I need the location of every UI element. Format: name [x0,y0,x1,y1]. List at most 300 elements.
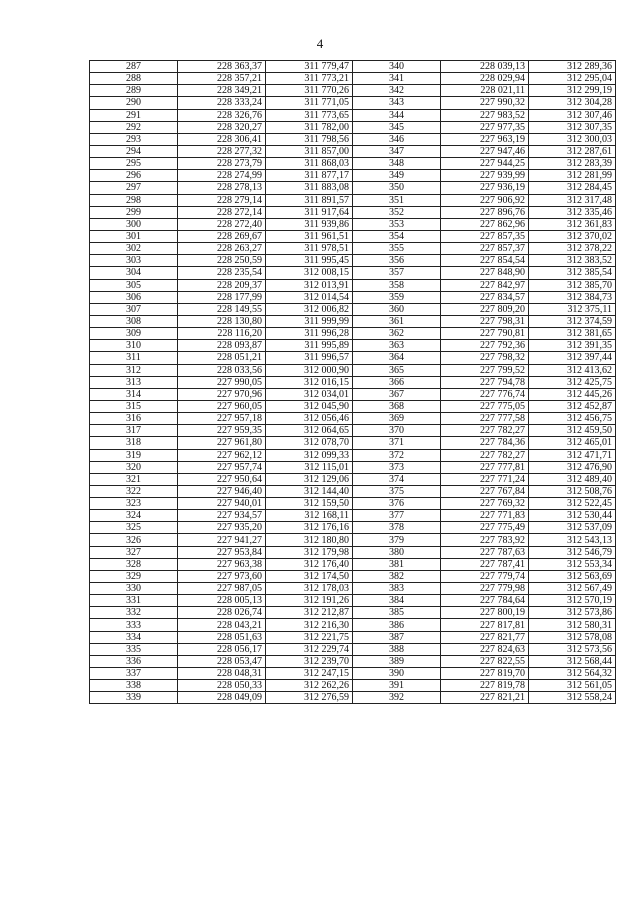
point-number-right-cell: 391 [353,680,441,692]
y-coordinate-right-cell: 312 384,73 [529,291,616,303]
y-coordinate-right-cell: 312 284,45 [529,182,616,194]
point-number-left-cell: 303 [90,255,178,267]
y-coordinate-right-cell: 312 307,35 [529,121,616,133]
y-coordinate-left-cell: 312 179,98 [266,546,353,558]
point-number-right-cell: 340 [353,61,441,73]
point-number-right-cell: 357 [353,267,441,279]
y-coordinate-left-cell: 312 056,46 [266,413,353,425]
table-row [90,170,616,182]
y-coordinate-left-cell: 312 016,15 [266,376,353,388]
y-coordinate-right-cell: 312 299,19 [529,85,616,97]
point-number-left-cell: 317 [90,425,178,437]
point-number-left-cell: 336 [90,655,178,667]
y-coordinate-right-cell: 312 335,46 [529,206,616,218]
x-coordinate-right-cell: 227 848,90 [441,267,529,279]
point-number-left-cell: 299 [90,206,178,218]
y-coordinate-left-cell: 312 115,01 [266,461,353,473]
table-row [90,498,616,510]
y-coordinate-left-cell: 312 191,26 [266,595,353,607]
table-row [90,595,616,607]
y-coordinate-right-cell: 312 445,26 [529,388,616,400]
y-coordinate-left-cell: 312 099,33 [266,449,353,461]
y-coordinate-right-cell: 312 543,13 [529,534,616,546]
x-coordinate-right-cell: 227 817,81 [441,619,529,631]
table-row [90,643,616,655]
y-coordinate-left-cell: 312 013,91 [266,279,353,291]
x-coordinate-left-cell: 227 970,96 [178,388,266,400]
point-number-right-cell: 349 [353,170,441,182]
point-number-right-cell: 351 [353,194,441,206]
x-coordinate-right-cell: 227 782,27 [441,425,529,437]
x-coordinate-left-cell: 228 005,13 [178,595,266,607]
point-number-right-cell: 352 [353,206,441,218]
point-number-left-cell: 328 [90,558,178,570]
x-coordinate-right-cell: 227 787,63 [441,546,529,558]
point-number-left-cell: 289 [90,85,178,97]
x-coordinate-right-cell: 227 794,78 [441,376,529,388]
x-coordinate-right-cell: 227 842,97 [441,279,529,291]
y-coordinate-left-cell: 312 178,03 [266,583,353,595]
y-coordinate-left-cell: 311 999,99 [266,315,353,327]
point-number-left-cell: 327 [90,546,178,558]
y-coordinate-right-cell: 312 391,35 [529,340,616,352]
table-row [90,206,616,218]
table-row [90,255,616,267]
point-number-left-cell: 288 [90,73,178,85]
point-number-left-cell: 330 [90,583,178,595]
y-coordinate-right-cell: 312 489,40 [529,473,616,485]
point-number-right-cell: 373 [353,461,441,473]
x-coordinate-right-cell: 227 821,21 [441,692,529,704]
table-row [90,425,616,437]
x-coordinate-right-cell: 227 798,31 [441,315,529,327]
y-coordinate-right-cell: 312 476,90 [529,461,616,473]
x-coordinate-left-cell: 227 961,80 [178,437,266,449]
x-coordinate-left-cell: 228 357,21 [178,73,266,85]
y-coordinate-left-cell: 312 078,70 [266,437,353,449]
y-coordinate-right-cell: 312 522,45 [529,498,616,510]
y-coordinate-left-cell: 312 221,75 [266,631,353,643]
point-number-right-cell: 366 [353,376,441,388]
point-number-left-cell: 324 [90,510,178,522]
point-number-left-cell: 329 [90,570,178,582]
y-coordinate-left-cell: 312 034,01 [266,388,353,400]
y-coordinate-left-cell: 311 773,21 [266,73,353,85]
point-number-right-cell: 379 [353,534,441,546]
x-coordinate-left-cell: 228 269,67 [178,230,266,242]
y-coordinate-left-cell: 312 168,11 [266,510,353,522]
y-coordinate-left-cell: 311 798,56 [266,133,353,145]
x-coordinate-right-cell: 227 822,55 [441,655,529,667]
point-number-left-cell: 297 [90,182,178,194]
x-coordinate-left-cell: 228 116,20 [178,328,266,340]
y-coordinate-left-cell: 311 995,45 [266,255,353,267]
x-coordinate-right-cell: 227 896,76 [441,206,529,218]
x-coordinate-left-cell: 228 272,14 [178,206,266,218]
x-coordinate-right-cell: 227 977,35 [441,121,529,133]
x-coordinate-left-cell: 227 935,20 [178,522,266,534]
x-coordinate-right-cell: 227 779,98 [441,583,529,595]
y-coordinate-left-cell: 311 961,51 [266,230,353,242]
table-row [90,485,616,497]
x-coordinate-right-cell: 227 776,74 [441,388,529,400]
point-number-right-cell: 347 [353,145,441,157]
x-coordinate-left-cell: 228 320,27 [178,121,266,133]
y-coordinate-right-cell: 312 383,52 [529,255,616,267]
x-coordinate-right-cell: 227 790,81 [441,328,529,340]
y-coordinate-right-cell: 312 361,83 [529,218,616,230]
x-coordinate-left-cell: 228 333,24 [178,97,266,109]
x-coordinate-right-cell: 227 777,81 [441,461,529,473]
x-coordinate-left-cell: 227 953,84 [178,546,266,558]
y-coordinate-right-cell: 312 385,70 [529,279,616,291]
y-coordinate-right-cell: 312 381,65 [529,328,616,340]
point-number-right-cell: 359 [353,291,441,303]
x-coordinate-left-cell: 227 987,05 [178,583,266,595]
y-coordinate-left-cell: 312 229,74 [266,643,353,655]
table-row [90,279,616,291]
y-coordinate-right-cell: 312 537,09 [529,522,616,534]
x-coordinate-right-cell: 227 854,54 [441,255,529,267]
point-number-left-cell: 293 [90,133,178,145]
y-coordinate-left-cell: 311 891,57 [266,194,353,206]
table-row [90,97,616,109]
table-row [90,218,616,230]
point-number-right-cell: 362 [353,328,441,340]
coordinates-table [89,60,616,704]
table-row [90,400,616,412]
table-row [90,583,616,595]
point-number-right-cell: 371 [353,437,441,449]
x-coordinate-left-cell: 228 326,76 [178,109,266,121]
table-row [90,109,616,121]
point-number-right-cell: 350 [353,182,441,194]
y-coordinate-left-cell: 311 857,00 [266,145,353,157]
x-coordinate-left-cell: 228 272,40 [178,218,266,230]
x-coordinate-right-cell: 227 990,32 [441,97,529,109]
point-number-right-cell: 384 [353,595,441,607]
x-coordinate-left-cell: 228 306,41 [178,133,266,145]
x-coordinate-left-cell: 228 235,54 [178,267,266,279]
table-row [90,558,616,570]
point-number-right-cell: 369 [353,413,441,425]
y-coordinate-right-cell: 312 567,49 [529,583,616,595]
point-number-right-cell: 341 [353,73,441,85]
x-coordinate-left-cell: 227 962,12 [178,449,266,461]
y-coordinate-left-cell: 312 276,59 [266,692,353,704]
y-coordinate-right-cell: 312 573,86 [529,607,616,619]
x-coordinate-right-cell: 227 769,32 [441,498,529,510]
y-coordinate-right-cell: 312 397,44 [529,352,616,364]
y-coordinate-right-cell: 312 425,75 [529,376,616,388]
point-number-left-cell: 307 [90,303,178,315]
x-coordinate-right-cell: 227 821,77 [441,631,529,643]
x-coordinate-left-cell: 227 973,60 [178,570,266,582]
x-coordinate-right-cell: 227 819,70 [441,668,529,680]
point-number-left-cell: 318 [90,437,178,449]
y-coordinate-left-cell: 312 144,40 [266,485,353,497]
point-number-left-cell: 332 [90,607,178,619]
point-number-left-cell: 294 [90,145,178,157]
point-number-left-cell: 304 [90,267,178,279]
table-row [90,461,616,473]
point-number-left-cell: 326 [90,534,178,546]
point-number-left-cell: 334 [90,631,178,643]
x-coordinate-right-cell: 227 775,49 [441,522,529,534]
x-coordinate-left-cell: 227 960,05 [178,400,266,412]
table-row [90,680,616,692]
y-coordinate-left-cell: 312 064,65 [266,425,353,437]
point-number-right-cell: 368 [353,400,441,412]
table-row [90,607,616,619]
x-coordinate-right-cell: 228 021,11 [441,85,529,97]
x-coordinate-left-cell: 228 033,56 [178,364,266,376]
x-coordinate-left-cell: 227 963,38 [178,558,266,570]
x-coordinate-right-cell: 227 862,96 [441,218,529,230]
y-coordinate-right-cell: 312 304,28 [529,97,616,109]
point-number-left-cell: 323 [90,498,178,510]
y-coordinate-left-cell: 312 000,90 [266,364,353,376]
point-number-right-cell: 365 [353,364,441,376]
point-number-left-cell: 295 [90,158,178,170]
point-number-left-cell: 325 [90,522,178,534]
point-number-right-cell: 388 [353,643,441,655]
x-coordinate-left-cell: 228 279,14 [178,194,266,206]
y-coordinate-right-cell: 312 287,61 [529,145,616,157]
x-coordinate-right-cell: 227 779,74 [441,570,529,582]
table-row [90,267,616,279]
x-coordinate-right-cell: 227 944,25 [441,158,529,170]
x-coordinate-right-cell: 227 834,57 [441,291,529,303]
point-number-right-cell: 364 [353,352,441,364]
x-coordinate-left-cell: 228 026,74 [178,607,266,619]
point-number-left-cell: 333 [90,619,178,631]
y-coordinate-right-cell: 312 456,75 [529,413,616,425]
y-coordinate-left-cell: 311 773,65 [266,109,353,121]
x-coordinate-right-cell: 228 029,94 [441,73,529,85]
x-coordinate-left-cell: 228 130,80 [178,315,266,327]
point-number-right-cell: 370 [353,425,441,437]
y-coordinate-right-cell: 312 465,01 [529,437,616,449]
point-number-right-cell: 361 [353,315,441,327]
x-coordinate-left-cell: 228 043,21 [178,619,266,631]
y-coordinate-left-cell: 312 174,50 [266,570,353,582]
point-number-right-cell: 354 [353,230,441,242]
y-coordinate-right-cell: 312 370,02 [529,230,616,242]
point-number-left-cell: 302 [90,243,178,255]
y-coordinate-right-cell: 312 317,48 [529,194,616,206]
x-coordinate-right-cell: 227 947,46 [441,145,529,157]
table-row [90,619,616,631]
x-coordinate-right-cell: 227 857,37 [441,243,529,255]
y-coordinate-right-cell: 312 459,50 [529,425,616,437]
table-row [90,303,616,315]
x-coordinate-left-cell: 227 940,01 [178,498,266,510]
x-coordinate-left-cell: 228 274,99 [178,170,266,182]
point-number-right-cell: 389 [353,655,441,667]
x-coordinate-right-cell: 227 777,58 [441,413,529,425]
point-number-left-cell: 322 [90,485,178,497]
x-coordinate-right-cell: 227 767,84 [441,485,529,497]
point-number-left-cell: 321 [90,473,178,485]
point-number-left-cell: 311 [90,352,178,364]
x-coordinate-left-cell: 227 941,27 [178,534,266,546]
point-number-left-cell: 292 [90,121,178,133]
x-coordinate-right-cell: 227 936,19 [441,182,529,194]
y-coordinate-left-cell: 311 917,64 [266,206,353,218]
table-row [90,546,616,558]
point-number-left-cell: 312 [90,364,178,376]
x-coordinate-left-cell: 228 050,33 [178,680,266,692]
table-row [90,291,616,303]
point-number-right-cell: 363 [353,340,441,352]
point-number-right-cell: 380 [353,546,441,558]
point-number-left-cell: 310 [90,340,178,352]
point-number-right-cell: 343 [353,97,441,109]
point-number-left-cell: 316 [90,413,178,425]
table-row [90,522,616,534]
point-number-left-cell: 290 [90,97,178,109]
x-coordinate-right-cell: 227 787,41 [441,558,529,570]
point-number-left-cell: 338 [90,680,178,692]
point-number-left-cell: 331 [90,595,178,607]
table-row [90,340,616,352]
x-coordinate-left-cell: 228 177,99 [178,291,266,303]
x-coordinate-left-cell: 228 278,13 [178,182,266,194]
point-number-left-cell: 335 [90,643,178,655]
x-coordinate-left-cell: 228 263,27 [178,243,266,255]
point-number-left-cell: 313 [90,376,178,388]
x-coordinate-left-cell: 227 934,57 [178,510,266,522]
y-coordinate-right-cell: 312 283,39 [529,158,616,170]
y-coordinate-left-cell: 311 770,26 [266,85,353,97]
y-coordinate-right-cell: 312 546,79 [529,546,616,558]
table-row [90,449,616,461]
table-row [90,388,616,400]
table-row [90,145,616,157]
point-number-right-cell: 342 [353,85,441,97]
x-coordinate-left-cell: 227 950,64 [178,473,266,485]
coordinates-table-body [90,61,616,704]
table-row [90,121,616,133]
y-coordinate-left-cell: 312 129,06 [266,473,353,485]
y-coordinate-right-cell: 312 564,32 [529,668,616,680]
y-coordinate-left-cell: 312 006,82 [266,303,353,315]
table-row [90,413,616,425]
point-number-left-cell: 291 [90,109,178,121]
y-coordinate-left-cell: 312 014,54 [266,291,353,303]
table-row [90,315,616,327]
point-number-right-cell: 377 [353,510,441,522]
table-row [90,631,616,643]
table-row [90,158,616,170]
y-coordinate-right-cell: 312 568,44 [529,655,616,667]
table-row [90,182,616,194]
point-number-left-cell: 298 [90,194,178,206]
x-coordinate-left-cell: 228 093,87 [178,340,266,352]
x-coordinate-left-cell: 228 051,63 [178,631,266,643]
point-number-right-cell: 346 [353,133,441,145]
y-coordinate-right-cell: 312 281,99 [529,170,616,182]
x-coordinate-left-cell: 227 959,35 [178,425,266,437]
y-coordinate-left-cell: 312 045,90 [266,400,353,412]
table-row [90,655,616,667]
y-coordinate-right-cell: 312 307,46 [529,109,616,121]
table-row [90,243,616,255]
point-number-left-cell: 339 [90,692,178,704]
x-coordinate-left-cell: 227 990,05 [178,376,266,388]
y-coordinate-left-cell: 312 216,30 [266,619,353,631]
table-row [90,133,616,145]
y-coordinate-right-cell: 312 378,22 [529,243,616,255]
y-coordinate-left-cell: 311 779,47 [266,61,353,73]
y-coordinate-right-cell: 312 561,05 [529,680,616,692]
y-coordinate-right-cell: 312 413,62 [529,364,616,376]
y-coordinate-left-cell: 311 996,28 [266,328,353,340]
x-coordinate-right-cell: 227 775,05 [441,400,529,412]
y-coordinate-right-cell: 312 300,03 [529,133,616,145]
y-coordinate-left-cell: 312 159,50 [266,498,353,510]
y-coordinate-left-cell: 311 978,51 [266,243,353,255]
table-row [90,85,616,97]
point-number-left-cell: 309 [90,328,178,340]
x-coordinate-left-cell: 228 048,31 [178,668,266,680]
x-coordinate-right-cell: 227 783,92 [441,534,529,546]
x-coordinate-left-cell: 227 957,74 [178,461,266,473]
page-number: 4 [316,36,324,51]
y-coordinate-right-cell: 312 471,71 [529,449,616,461]
y-coordinate-left-cell: 312 247,15 [266,668,353,680]
table-row [90,61,616,73]
table-row [90,437,616,449]
x-coordinate-right-cell: 227 963,19 [441,133,529,145]
x-coordinate-right-cell: 227 983,52 [441,109,529,121]
x-coordinate-left-cell: 228 056,17 [178,643,266,655]
y-coordinate-right-cell: 312 289,36 [529,61,616,73]
x-coordinate-right-cell: 227 809,20 [441,303,529,315]
table-row [90,510,616,522]
x-coordinate-left-cell: 228 149,55 [178,303,266,315]
point-number-right-cell: 353 [353,218,441,230]
point-number-right-cell: 374 [353,473,441,485]
point-number-right-cell: 382 [353,570,441,582]
x-coordinate-left-cell: 227 957,18 [178,413,266,425]
point-number-right-cell: 387 [353,631,441,643]
table-row [90,668,616,680]
point-number-right-cell: 356 [353,255,441,267]
x-coordinate-right-cell: 227 799,52 [441,364,529,376]
table-row [90,364,616,376]
point-number-left-cell: 337 [90,668,178,680]
y-coordinate-left-cell: 311 782,00 [266,121,353,133]
y-coordinate-left-cell: 312 212,87 [266,607,353,619]
x-coordinate-left-cell: 228 273,79 [178,158,266,170]
x-coordinate-right-cell: 227 771,24 [441,473,529,485]
x-coordinate-left-cell: 228 349,21 [178,85,266,97]
x-coordinate-right-cell: 227 800,19 [441,607,529,619]
point-number-right-cell: 390 [353,668,441,680]
point-number-right-cell: 367 [353,388,441,400]
x-coordinate-right-cell: 227 857,35 [441,230,529,242]
point-number-left-cell: 320 [90,461,178,473]
point-number-left-cell: 296 [90,170,178,182]
y-coordinate-right-cell: 312 374,59 [529,315,616,327]
x-coordinate-left-cell: 228 277,32 [178,145,266,157]
y-coordinate-left-cell: 312 176,16 [266,522,353,534]
point-number-left-cell: 315 [90,400,178,412]
point-number-right-cell: 385 [353,607,441,619]
x-coordinate-left-cell: 228 363,37 [178,61,266,73]
